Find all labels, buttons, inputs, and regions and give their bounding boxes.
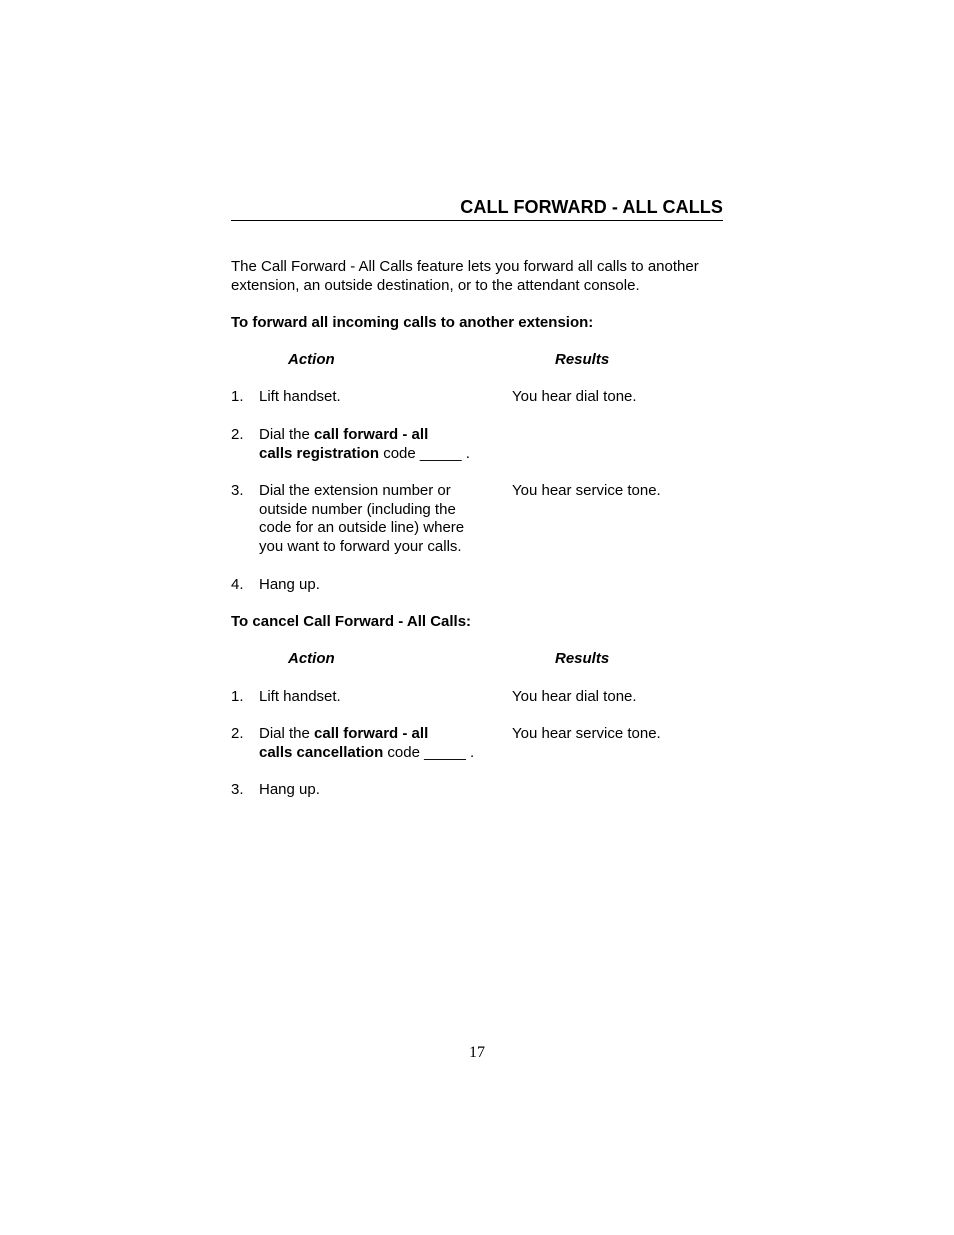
forward-action-header: Action: [288, 351, 335, 368]
forward-section-heading: To forward all incoming calls to another extension:: [231, 314, 594, 331]
intro-line-2: extension, an outside destination, or to the attendant console.: [231, 276, 640, 294]
step-result: You hear dial tone.: [512, 388, 637, 405]
forward-results-header: Results: [555, 351, 610, 368]
action-prefix: Dial the: [259, 725, 315, 742]
action-line: code for an outside line) where: [259, 519, 465, 537]
action-line: Dial the extension number or: [259, 482, 451, 499]
title-underline: [231, 220, 723, 221]
action-prefix: Dial the: [259, 426, 315, 443]
step-action: [259, 426, 489, 463]
step-action: Hang up.: [259, 576, 320, 593]
step-number: 3.: [231, 482, 244, 499]
action-feature-name-part1: call forward - all: [314, 725, 429, 742]
cancel-section-heading: To cancel Call Forward - All Calls:: [231, 613, 472, 630]
step-number: 2.: [231, 426, 244, 443]
step-action: [259, 482, 489, 557]
step-action: Lift handset.: [259, 388, 341, 405]
step-number: 1.: [231, 388, 244, 405]
action-code-blank: code _____ .: [379, 444, 470, 462]
step-action: [259, 725, 489, 762]
step-action: Hang up.: [259, 781, 320, 798]
cancel-action-header: Action: [288, 650, 335, 667]
page-title: CALL FORWARD - ALL CALLS: [460, 197, 723, 217]
step-number: 3.: [231, 781, 244, 798]
page-number: 17: [469, 1044, 485, 1061]
action-feature-name-part2: calls cancellation: [259, 743, 384, 761]
step-result: You hear dial tone.: [512, 688, 637, 705]
step-result: You hear service tone.: [512, 725, 661, 742]
step-number: 4.: [231, 576, 244, 593]
step-number: 2.: [231, 725, 244, 742]
action-feature-name-part1: call forward - all: [314, 426, 429, 443]
action-line: you want to forward your calls.: [259, 538, 462, 556]
intro-paragraph: [231, 258, 723, 295]
cancel-results-header: Results: [555, 650, 610, 667]
step-number: 1.: [231, 688, 244, 705]
step-result: You hear service tone.: [512, 482, 661, 499]
step-action: Lift handset.: [259, 688, 341, 705]
action-feature-name-part2: calls registration: [259, 444, 380, 462]
intro-line-1: The Call Forward - All Calls feature lets you forward all calls to another: [231, 258, 699, 275]
action-code-blank: code _____ .: [383, 743, 475, 761]
action-line: outside number (including the: [259, 500, 456, 518]
